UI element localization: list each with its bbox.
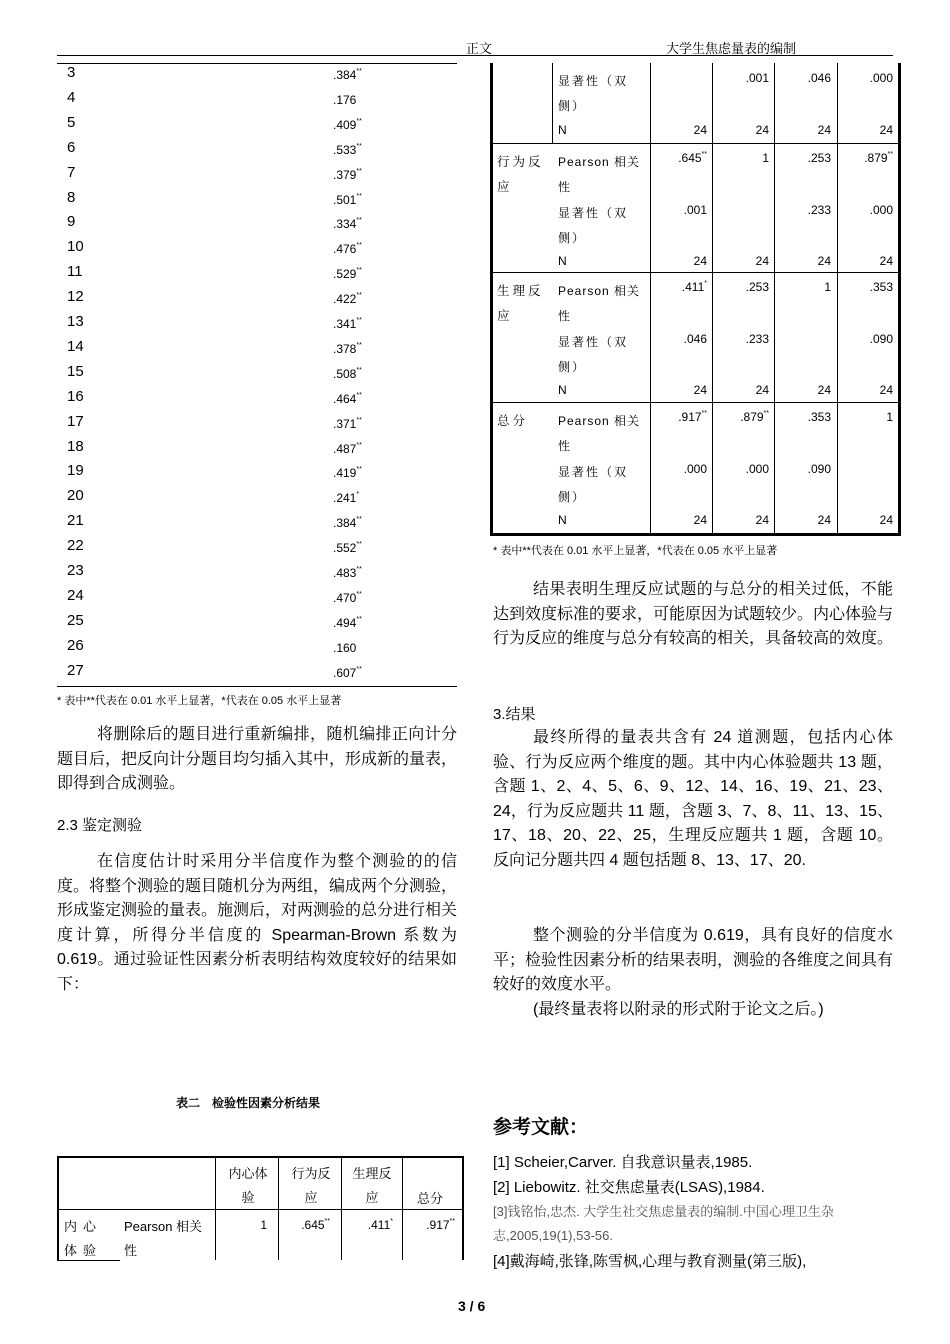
item-number: 4	[67, 88, 76, 106]
item-number: 19	[67, 462, 84, 480]
correlation-cell	[653, 410, 707, 424]
item-row	[67, 88, 357, 114]
row-group-label: 总分	[497, 414, 529, 428]
item-row	[67, 213, 362, 238]
item-number: 14	[67, 337, 84, 355]
item-correlation	[333, 342, 362, 356]
correlation-cell	[653, 123, 707, 137]
value-text: .353	[807, 410, 831, 424]
item-number: 9	[67, 213, 76, 231]
value-text: .046	[683, 332, 707, 346]
value-text: .476	[333, 242, 357, 257]
value-text: 24	[817, 513, 831, 527]
correlation-cell	[839, 71, 893, 85]
item-number: 21	[67, 512, 84, 530]
table2-header-total: 总分	[417, 1191, 444, 1206]
left-paragraph-1: 将删除后的题目进行重新编排，随机编排正向计分题目后，把反向计分题目均匀插入其中，形成新的量表，即得到合成测验。	[57, 726, 458, 792]
correlation-cell	[777, 410, 831, 424]
item-row	[67, 64, 362, 89]
value-text: .233	[745, 332, 769, 346]
item-number: 26	[67, 636, 84, 654]
item-row	[67, 586, 362, 612]
value-text: 24	[693, 513, 707, 527]
significance-mark: **	[356, 217, 362, 225]
item-row	[67, 611, 362, 637]
correlation-cell	[777, 383, 831, 397]
value-text: 24	[755, 383, 769, 397]
references-heading: 参考文献：	[493, 1117, 589, 1138]
value-text: .000	[869, 203, 893, 217]
item-correlation	[333, 442, 362, 456]
value-text: .090	[869, 332, 893, 346]
right-paragraph-1: 结果表明生理反应试题的与总分的相关过低，不能达到效度标准的要求，可能原因为试题较少。内心体验与行为反应的维度与总分有较高的相关，具备较高的效度。	[493, 581, 894, 647]
value-text: 1	[260, 1218, 267, 1232]
value-text: .001	[745, 71, 769, 85]
item-correlation	[333, 317, 362, 331]
item-correlation	[333, 392, 362, 406]
significance-mark: **	[763, 410, 769, 417]
correlation-cell	[777, 513, 831, 527]
value-text: .046	[807, 71, 831, 85]
value-text: .411	[681, 280, 705, 294]
item-correlation	[333, 217, 362, 231]
stat-label-significance: 显著性（双侧）	[558, 74, 629, 113]
value-text: 24	[755, 123, 769, 137]
value-text: .552	[333, 541, 357, 556]
significance-mark: **	[701, 410, 707, 417]
correlation-cell	[839, 513, 893, 527]
item-correlation	[333, 168, 362, 182]
value-text: 24	[817, 123, 831, 137]
item-correlation	[333, 541, 362, 555]
stat-label-significance: 显著性（双侧）	[558, 465, 629, 504]
table2-row-stat: Pearson 相关性	[124, 1219, 203, 1258]
correlation-cell	[653, 280, 707, 294]
stat-label-n: N	[558, 254, 567, 268]
item-row	[67, 412, 362, 438]
value-text: .378	[333, 341, 357, 356]
value-text: .384	[333, 68, 357, 82]
left-paragraph-2: 在信度估计时采用分半信度作为整个测验的的信度。将整个测验的题目随机分为两组，编成两个分测验，形成鉴定测验的量表。施测后，对两测验的总分进行相关度计算，所得分半信度的 Spearman-Brown 系数为 0.619。通过验证性因素分析表明结构效度较好的结果如下：	[57, 853, 458, 993]
correlation-cell	[653, 332, 707, 346]
item-row	[67, 163, 362, 189]
significance-mark: *	[704, 280, 707, 287]
correlation-cell	[777, 151, 831, 165]
value-text: .483	[333, 566, 357, 580]
item-row	[67, 537, 362, 562]
value-text: .000	[869, 71, 893, 85]
correlation-cell	[715, 462, 769, 476]
correlation-cell	[653, 383, 707, 397]
item-number: 5	[67, 113, 76, 131]
value-text: 24	[693, 254, 707, 268]
item-table-top-rule	[57, 63, 457, 64]
significance-mark: **	[356, 317, 362, 324]
right-paragraph-3: 整个测验的分半信度为 0.619，具有良好的信度水平；检验性因素分析的结果表明，测验的各维度之间具有较好的效度水平。	[493, 927, 894, 993]
correlation-cell	[839, 280, 893, 294]
stat-label-significance: 显著性（双侧）	[558, 206, 629, 245]
correlation-cell	[653, 151, 707, 165]
correlation-cell	[715, 280, 769, 294]
value-text: .233	[807, 203, 831, 217]
value-text: 1	[762, 151, 769, 165]
value-text: .917	[678, 410, 702, 424]
right-paragraph-2: 最终所得的量表共含有 24 道测题，包括内心体验、行为反应两个维度的题。其中内心体验题共 13 题，含题 1、2、4、5、6、9、12、14、16、19、21、23、24，行为反应题共 11 题，含题 3、7、8、11、13、15、17、18、20、22、25，生理反应题共 1 题，含题 10。反向记分题共四 4 题包括题 8、13、17、20.	[493, 729, 893, 869]
significance-mark: **	[356, 341, 362, 349]
reference-1: [1] Scheier,Carver. 自我意识量表,1985.	[493, 1154, 753, 1171]
correlation-table	[490, 63, 900, 535]
value-text: .879	[740, 410, 764, 424]
significance-mark: **	[356, 142, 362, 150]
value-text: .411	[367, 1218, 391, 1232]
value-text: .487	[333, 441, 357, 456]
item-row	[67, 313, 362, 338]
stat-label-n: N	[558, 123, 567, 137]
correlation-cell	[715, 332, 769, 346]
row-group-label: 行为反应	[497, 155, 544, 194]
significance-mark: *	[356, 491, 360, 499]
section-2-3-heading: 2.3 鉴定测验	[57, 817, 143, 834]
significance-mark: **	[356, 192, 362, 200]
item-correlation	[333, 143, 362, 157]
item-number: 10	[67, 238, 84, 256]
value-text: .419	[333, 466, 357, 481]
item-table-bottom-rule	[57, 686, 457, 687]
item-number: 3	[67, 64, 76, 81]
item-number: 18	[67, 437, 84, 455]
correlation-cell	[777, 123, 831, 137]
correlation-cell	[839, 203, 893, 217]
correlation-cell	[839, 123, 893, 137]
significance-mark: **	[356, 242, 362, 250]
table2-header-physio: 生理反应	[352, 1166, 392, 1205]
significance-mark: **	[701, 151, 707, 158]
stat-label-n: N	[558, 383, 567, 397]
value-text: 1	[886, 410, 893, 424]
item-number: 27	[67, 661, 84, 679]
item-number: 25	[67, 611, 84, 629]
correlation-table-note: * 表中**代表在 0.01 水平上显著，*代表在 0.05 水平上显著	[493, 545, 778, 557]
value-text: .090	[807, 462, 831, 476]
value-text: .253	[745, 280, 769, 294]
value-text: .379	[333, 167, 357, 182]
value-text: .470	[333, 590, 357, 605]
significance-mark: *	[390, 1218, 393, 1225]
significance-mark: **	[356, 665, 362, 673]
stat-label-pearson: Pearson 相关性	[558, 414, 641, 453]
item-correlation	[333, 516, 362, 530]
correlation-cell	[715, 123, 769, 137]
item-row	[67, 113, 362, 139]
correlation-cell	[653, 513, 707, 527]
significance-mark: **	[324, 1218, 330, 1225]
table2-header-behavior: 行为反应	[291, 1166, 331, 1205]
correlation-cell	[653, 254, 707, 268]
table2-cell	[339, 1218, 393, 1232]
significance-mark: **	[356, 68, 362, 75]
item-correlation	[333, 417, 362, 431]
table2-row-label: 内心体验	[64, 1219, 103, 1258]
table2-cell	[213, 1218, 267, 1232]
correlation-cell	[715, 383, 769, 397]
item-number: 23	[67, 562, 84, 579]
reference-4: [4]戴海崎,张锋,陈雪枫,心理与教育测量(第三版),	[493, 1253, 807, 1270]
significance-mark: **	[356, 441, 362, 449]
correlation-cell	[777, 71, 831, 85]
reference-3: [3]钱铭怡,忠杰. 大学生社交焦虑量表的编制.中国心理卫生杂志,2005,19(1),53-56.	[493, 1204, 834, 1243]
correlation-cell	[715, 254, 769, 268]
value-text: .000	[683, 462, 707, 476]
significance-mark: **	[887, 151, 893, 158]
correlation-cell	[777, 203, 831, 217]
value-text: .241	[333, 491, 357, 506]
correlation-cell	[715, 71, 769, 85]
value-text: 24	[817, 383, 831, 397]
correlation-cell	[839, 410, 893, 424]
correlation-cell	[715, 513, 769, 527]
significance-mark: **	[356, 615, 362, 623]
item-table-note: * 表中**代表在 0.01 水平上显著，*代表在 0.05 水平上显著	[57, 695, 342, 707]
item-correlation	[333, 118, 362, 132]
item-correlation	[333, 666, 362, 680]
value-text: .917	[426, 1218, 450, 1232]
correlation-cell	[839, 151, 893, 165]
header-title: 大学生焦虑量表的编制	[666, 41, 797, 56]
stat-label-significance: 显著性（双侧）	[558, 335, 629, 374]
item-number: 13	[67, 313, 84, 330]
significance-mark: **	[356, 516, 362, 524]
item-number: 17	[67, 412, 84, 430]
item-number: 11	[67, 263, 83, 281]
correlation-cell	[653, 462, 707, 476]
value-text: 24	[693, 383, 707, 397]
value-text: .160	[333, 640, 357, 655]
item-correlation	[333, 616, 362, 630]
item-number: 20	[67, 487, 84, 505]
item-row	[67, 562, 362, 587]
significance-mark: **	[356, 391, 362, 399]
item-number: 6	[67, 138, 76, 156]
reference-2: [2] Liebowitz. 社交焦虑量表(LSAS),1984.	[493, 1179, 765, 1196]
correlation-cell	[715, 151, 769, 165]
value-text: .879	[864, 151, 888, 165]
value-text: .371	[333, 416, 357, 431]
significance-mark: **	[449, 1218, 455, 1225]
value-text: .508	[333, 366, 357, 381]
significance-mark: **	[356, 117, 362, 125]
significance-mark: **	[356, 167, 362, 175]
value-text: .409	[333, 117, 357, 132]
value-text: 24	[879, 254, 893, 268]
table2-cell	[401, 1218, 455, 1232]
item-number: 24	[67, 586, 84, 604]
correlation-cell	[777, 280, 831, 294]
item-row	[67, 636, 357, 662]
item-row	[67, 462, 362, 487]
item-correlation	[333, 292, 362, 306]
item-row	[67, 437, 362, 463]
item-correlation	[333, 466, 362, 480]
right-paragraph-4: (最终量表将以附录的形式附于论文之后。)	[533, 1001, 824, 1018]
significance-mark: **	[356, 292, 362, 300]
item-correlation	[333, 267, 362, 281]
value-text: .529	[333, 267, 357, 282]
value-text: 24	[879, 383, 893, 397]
table2-header-inner: 内心体验	[228, 1166, 268, 1205]
item-row	[67, 487, 360, 512]
item-row	[67, 512, 362, 537]
value-text: 24	[755, 254, 769, 268]
item-correlation	[333, 491, 359, 505]
significance-mark: **	[356, 541, 362, 549]
item-number: 15	[67, 362, 84, 380]
header-section: 正文	[466, 41, 493, 56]
value-text: .464	[333, 391, 357, 406]
correlation-cell	[653, 203, 707, 217]
item-number: 16	[67, 387, 84, 405]
value-text: .253	[807, 151, 831, 165]
significance-mark: **	[356, 416, 362, 424]
table2-caption: 表二 检验性因素分析结果	[176, 1096, 321, 1110]
value-text: .607	[333, 665, 357, 680]
row-group-label: 生理反应	[497, 284, 544, 323]
value-text: 1	[824, 280, 831, 294]
value-text: .645	[301, 1218, 325, 1232]
value-text: .501	[333, 192, 357, 207]
correlation-cell	[715, 410, 769, 424]
item-row	[67, 661, 362, 687]
section-3-heading: 3.结果	[493, 706, 536, 723]
value-text: .353	[869, 280, 893, 294]
value-text: 24	[879, 513, 893, 527]
item-row	[67, 263, 362, 288]
item-correlation	[333, 641, 356, 655]
value-text: 24	[755, 513, 769, 527]
correlation-cell	[839, 383, 893, 397]
significance-mark: **	[356, 366, 362, 374]
significance-mark: **	[356, 466, 362, 474]
stat-label-pearson: Pearson 相关性	[558, 155, 641, 194]
value-text: 24	[817, 254, 831, 268]
value-text: .384	[333, 516, 357, 531]
item-number: 22	[67, 537, 84, 555]
header-rule	[57, 55, 893, 56]
item-number: 8	[67, 188, 76, 206]
value-text: .422	[333, 292, 357, 307]
item-row	[67, 238, 362, 263]
correlation-cell	[777, 254, 831, 268]
value-text: .334	[333, 217, 357, 232]
value-text: .176	[333, 92, 357, 107]
item-correlation	[333, 68, 362, 82]
item-number: 12	[67, 288, 84, 306]
value-text: .001	[683, 203, 707, 217]
item-correlation	[333, 242, 362, 256]
item-correlation	[333, 367, 362, 381]
item-row	[67, 387, 362, 413]
value-text: .645	[678, 151, 702, 165]
value-text: .494	[333, 615, 357, 630]
item-correlation	[333, 566, 362, 580]
stat-label-pearson: Pearson 相关性	[558, 284, 641, 323]
item-correlation	[333, 193, 362, 207]
value-text: .533	[333, 142, 357, 157]
table2-cell	[276, 1218, 330, 1232]
significance-mark: **	[356, 590, 362, 598]
value-text: 24	[693, 123, 707, 137]
item-correlation	[333, 591, 362, 605]
significance-mark: **	[356, 566, 362, 573]
correlation-cell	[839, 254, 893, 268]
item-row	[67, 188, 362, 214]
item-row	[67, 138, 362, 164]
value-text: .341	[333, 317, 357, 331]
item-row	[67, 337, 362, 363]
item-correlation	[333, 93, 356, 107]
correlation-cell	[839, 332, 893, 346]
correlation-cell	[777, 462, 831, 476]
item-row	[67, 362, 362, 388]
table2	[57, 1156, 464, 1260]
item-row	[67, 288, 362, 313]
item-number: 7	[67, 163, 76, 181]
stat-label-n: N	[558, 513, 567, 527]
significance-mark: **	[356, 267, 362, 275]
value-text: .000	[745, 462, 769, 476]
value-text: 24	[879, 123, 893, 137]
page-number: 3 / 6	[458, 1298, 486, 1314]
